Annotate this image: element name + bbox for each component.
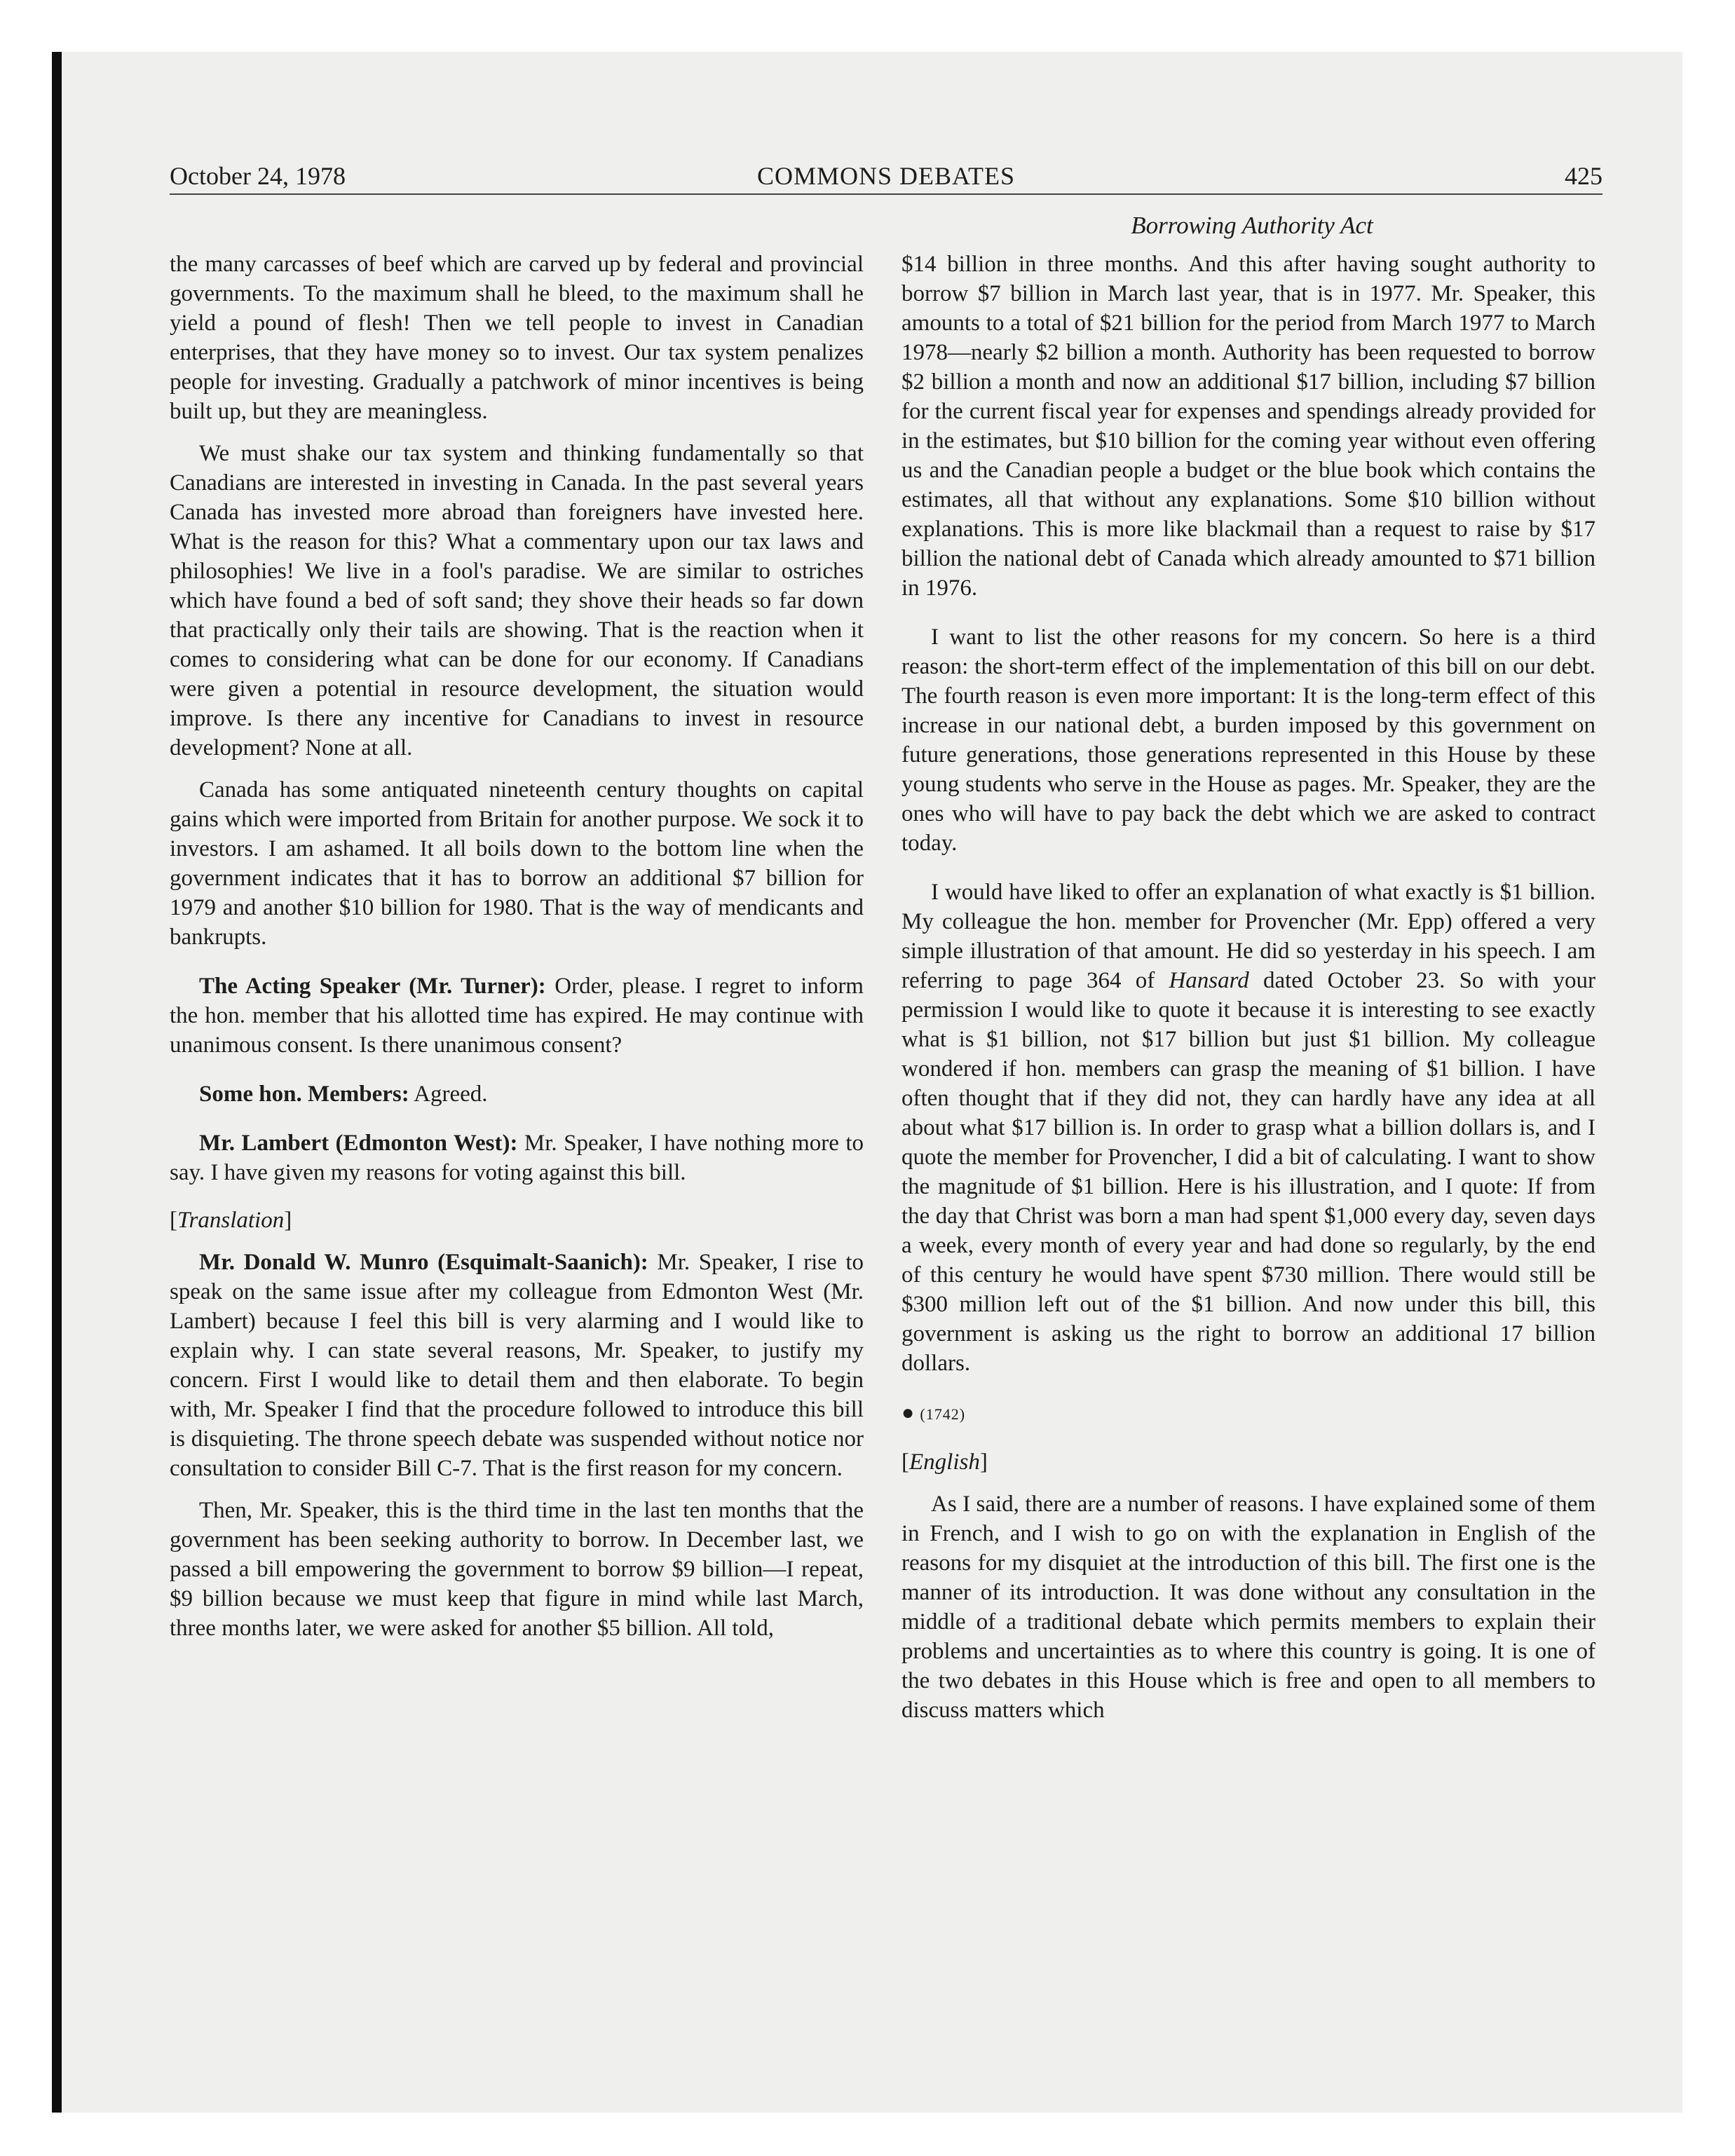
- running-head: [170, 156, 1603, 195]
- speech-text: Mr. Speaker, I have nothing more to say. I have given my reasons for voting against this bill.: [170, 1131, 864, 1185]
- header-page-number: 425: [1565, 162, 1603, 190]
- paragraph-text: dated October 23. So with your permission I would like to quote it because it is interesting to see exactly what is $1 billion, not $17 billion but just $1 billion. My colleague wondered if hon. members can grasp the meaning of $1 billion. I have often thought that if they did not, they can hardly have any idea at all about what $17 billion is. In order to grasp what a billion dollars is, and I quote the member for Provencher, I did a bit of calculating. I want to show the magnitude of $1 billion. Here is his illustration, and I quote: If from the day that Christ was born a man had spent $1,000 every day, seven days a week, every month of every year and had done so regularly, by the end of this century he would have spent $730 million. There would still be $300 million left out of the $1 billion. And now under this bill, this government is asking us the right to borrow an additional 17 billion dollars.: [901, 968, 1596, 1376]
- speaker-name: The Acting Speaker (Mr. Turner):: [199, 974, 546, 999]
- paragraph: the many carcasses of beef which are carved up by federal and provincial governments. To the maximum shall he bleed, to the maximum shall he yield a pound of flesh! Then we tell people to invest in Canadian enterprises, that they have money so to invest. Our tax system penalizes people for investing. Gradually a patchwork of minor incentives is being built up, but they are meaningless.: [170, 252, 864, 424]
- bracket-open: [: [901, 1449, 909, 1475]
- binding-edge: [52, 52, 62, 2113]
- english-label: [901, 1447, 1595, 1477]
- header-date: October 24, 1978: [170, 162, 346, 190]
- header-rule: [170, 193, 1603, 195]
- right-column: [901, 250, 1595, 1738]
- speaker-paragraph: [170, 1248, 864, 1483]
- left-column: [170, 250, 864, 1656]
- speaker-paragraph: [170, 971, 864, 1060]
- hansard-title: Hansard: [1169, 968, 1249, 993]
- header-publication: COMMONS DEBATES: [756, 162, 1016, 190]
- speech-text: Agreed.: [409, 1082, 488, 1107]
- paragraph-text: I would have liked to offer an explanation of what exactly is $1 billion. My colleague the hon. member for Provencher (Mr. Epp) offered a very simple illustration of that amount. He did so yesterday in his speech. I am referring to page 364 of: [901, 880, 1595, 993]
- paragraph: We must shake our tax system and thinking fundamentally so that Canadians are interested in investing in Canada. In the past several years Canada has invested more abroad than foreigners have invested here. What is the reason for this? What a commentary upon our tax laws and philosophies! We live in a fool's paradise. We are similar to ostriches which have found a bed of soft sand; they shove their heads so far down that practically only their tails are showing. That is the reaction when it comes to considering what can be done for our economy. If Canadians were given a potential in resource development, the situation would improve. Is there any incentive for Canadians to invest in resource development? None at all.: [170, 441, 864, 760]
- translation-word: Translation: [177, 1208, 285, 1233]
- paragraph: $14 billion in three months. And this after having sought authority to borrow $7 billion in March last year, that is in 1977. Mr. Speaker, this amounts to a total of $21 billion for the period from March 1977 to March 1978—nearly $2 billion a month. Authority has been requested to borrow $2 billion a month and now an additional $17 billion, including $7 billion for the current fiscal year for expenses and spendings already provided for in the estimates, but $10 billion for the coming year without even offering us and the Canadian people a budget or the blue book which contains the estimates, all that without any explanations. Some $10 billion without explanations. This is more like blackmail than a request to raise by $17 billion the national debt of Canada which already amounted to $71 billion in 1976.: [901, 252, 1595, 601]
- bracket-close: ]: [284, 1208, 292, 1233]
- speech-text: Order, please. I regret to inform the hon. member that his allotted time has expired. He may continue with unanimous consent. Is there unanimous consent?: [170, 974, 864, 1058]
- paragraph: Then, Mr. Speaker, this is the third time in the last ten months that the government has been seeking authority to borrow. In December last, we passed a bill empowering the government to borrow $9 billion—I repeat, $9 billion because we must keep that figure in mind while last March, three months later, we were asked for another $5 billion. All told,: [170, 1498, 864, 1641]
- paragraph: Canada has some antiquated nineteenth century thoughts on capital gains which were imported from Britain for another purpose. We sock it to investors. I am ashamed. It all boils down to the bottom line when the government indicates that it has to borrow an additional $7 billion for 1979 and another $10 billion for 1980. That is the way of mendicants and bankrupts.: [170, 777, 864, 950]
- section-title: Borrowing Authority Act: [1131, 212, 1373, 239]
- bullet-icon: ●: [901, 1401, 915, 1424]
- speaker-name: Mr. Lambert (Edmonton West):: [199, 1131, 518, 1156]
- speech-text: Mr. Speaker, I rise to speak on the same issue after my colleague from Edmonton West (Mr. Lambert) because I feel this bill is very alarming and I would like to explain why. I can state several reasons, Mr. Speaker, to justify my concern. First I would like to detail them and then elaborate. To begin with, Mr. Speaker I find that the procedure followed to introduce this bill is disquieting. The throne speech debate was suspended without notice nor consultation to consider Bill C-7. That is the first reason for my concern.: [170, 1250, 864, 1481]
- bracket-close: ]: [979, 1449, 988, 1475]
- speaker-paragraph: [170, 1128, 864, 1187]
- speaker-name: Mr. Donald W. Munro (Esquimalt-Saanich):: [199, 1250, 648, 1275]
- speaker-paragraph: [170, 1079, 864, 1109]
- translation-label: [170, 1206, 864, 1235]
- paragraph: [901, 878, 1595, 1378]
- time-stamp: (1742): [920, 1405, 966, 1423]
- english-word: English: [909, 1449, 980, 1475]
- bracket-open: [: [170, 1208, 177, 1233]
- paragraph: As I said, there are a number of reasons. I have explained some of them in French, and I wish to go on with the explanation in English of the reasons for my disquiet at the introduction of this bill. The first one is the manner of its introduction. It was done without any consultation in the middle of a traditional debate which permits members to explain their problems and uncertainties as to where this country is going. It is one of the two debates in this House which is free and open to all members to discuss matters which: [901, 1492, 1595, 1723]
- paragraph: I want to list the other reasons for my concern. So here is a third reason: the short-term effect of the implementation of this bill on our debt. The fourth reason is even more important: It is the long-term effect of this increase in our national debt, a burden imposed by this government on future generations, those generations represented in this House by these young students who serve in the House as pages. Mr. Speaker, they are the ones who will have to pay back the debt which we are asked to contract today.: [901, 625, 1595, 856]
- speaker-name: Some hon. Members:: [199, 1082, 409, 1107]
- time-marker: [901, 1398, 1595, 1429]
